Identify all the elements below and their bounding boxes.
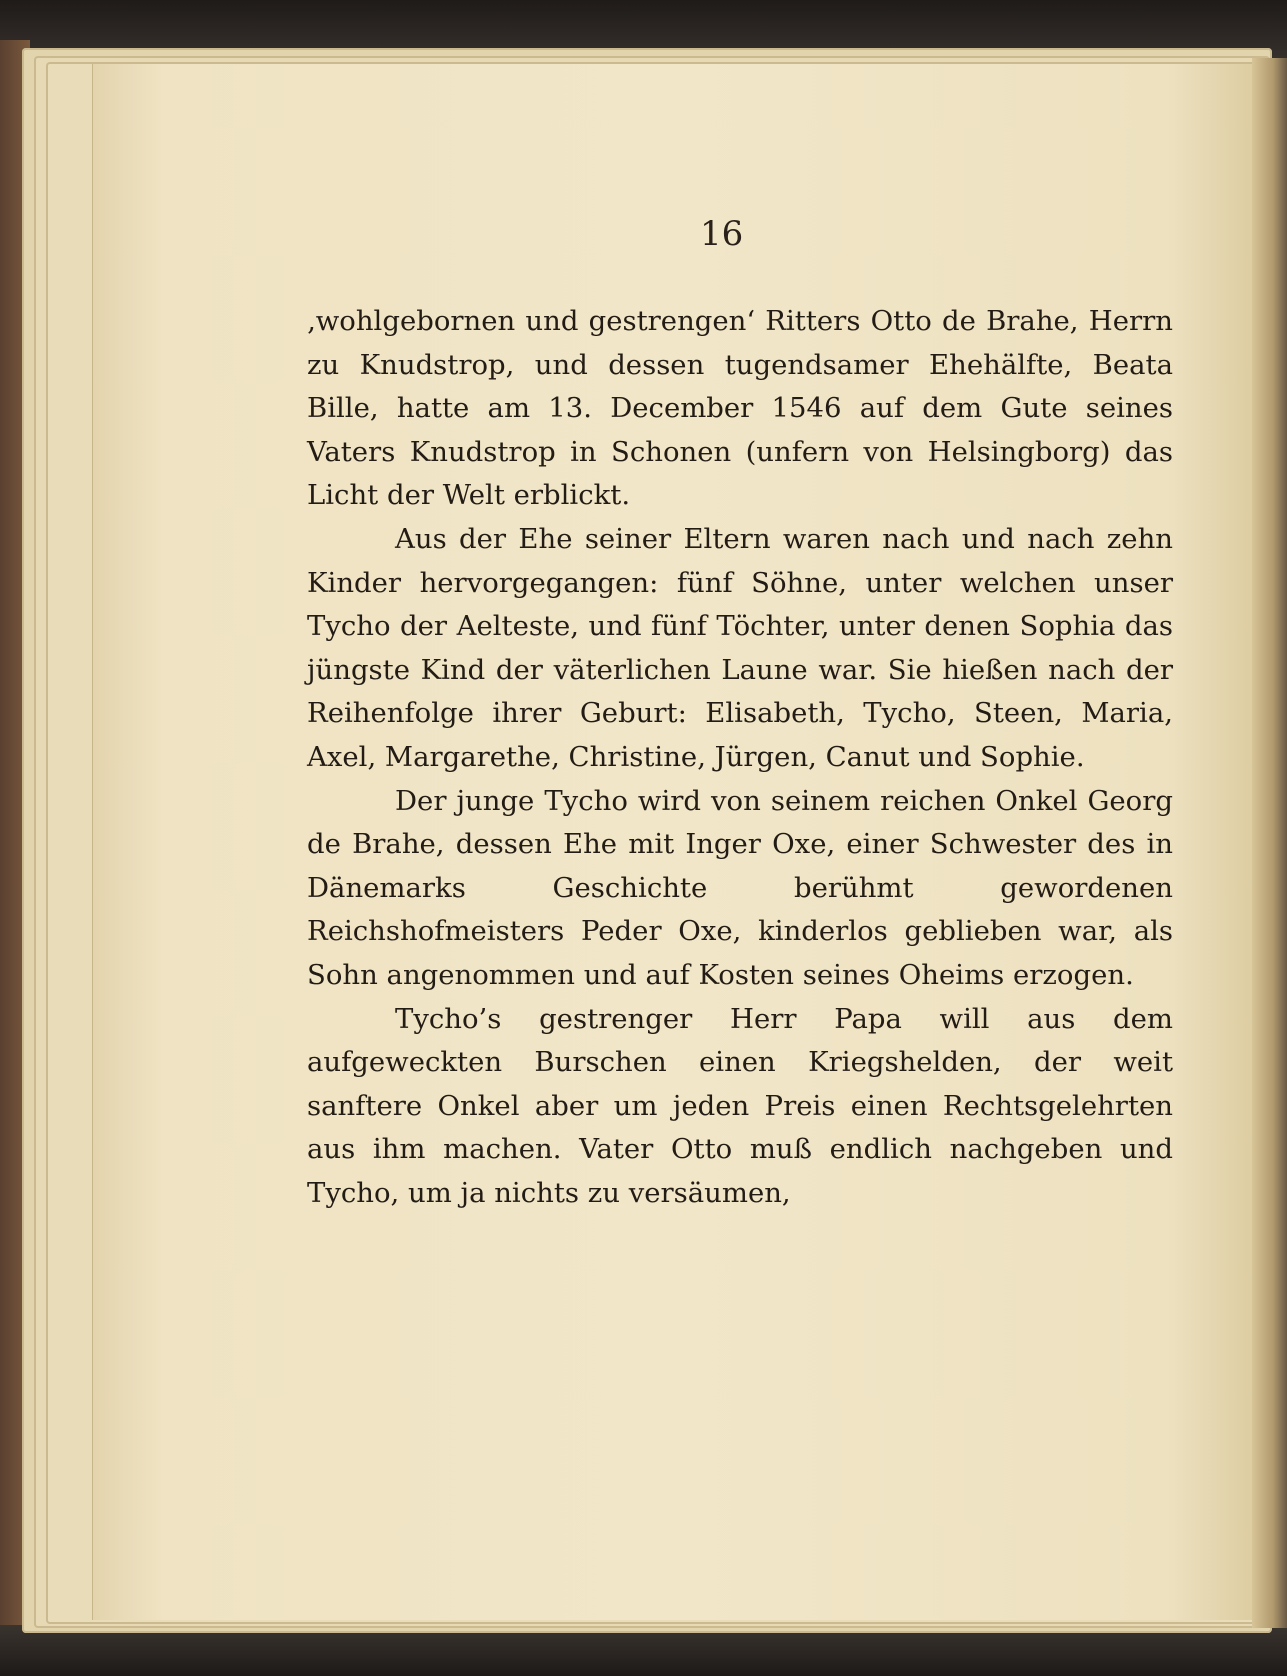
paragraph: Tycho’s gestrenger Herr Papa will aus dem aufgeweckten Burschen einen Kriegshelden, der weit sanftere Onkel aber um jeden Preis einen Rechtsgelehrten aus ihm machen. Vater Otto muß endlich nachgeben und Tycho, um ja nichts zu versäumen, [307,1002,1173,1209]
paragraph: Der junge Tycho wird von seinem reichen Onkel Georg de Brahe, dessen Ehe mit Inger Oxe, einer Schwester des in Dänemarks Geschichte berühmt gewordenen Reichshofmeisters Peder Oxe, kinderlos geblieben war, als Sohn angenommen und auf Kosten seines Oheims erzogen. [307,784,1173,991]
paragraph: ‚wohlgebornen und gestrengen‘ Ritters Otto de Brahe, Herrn zu Knudstrop, und dessen tugendsamer Ehehälfte, Beata Bille, hatte am 13. December 1546 auf dem Gute seines Vaters Knudstrop in Schonen (unfern von Helsingborg) das Licht der Welt erblickt. [307,305,1173,512]
body-text [307,300,1173,1215]
paragraph: Aus der Ehe seiner Eltern waren nach und nach zehn Kinder hervorgegangen: fünf Söhne, unter welchen unser Tycho der Aelteste, und fünf Töchter, unter denen Sophia das jüngste Kind der väterlichen Laune war. Sie hießen nach der Reihenfolge ihrer Geburt: Elisabeth, Tycho, Steen, Maria, Axel, Margarethe, Christine, Jürgen, Canut und Sophie. [307,522,1173,773]
page-number: 16 [700,214,744,254]
book-spine-edge [1252,58,1287,1628]
